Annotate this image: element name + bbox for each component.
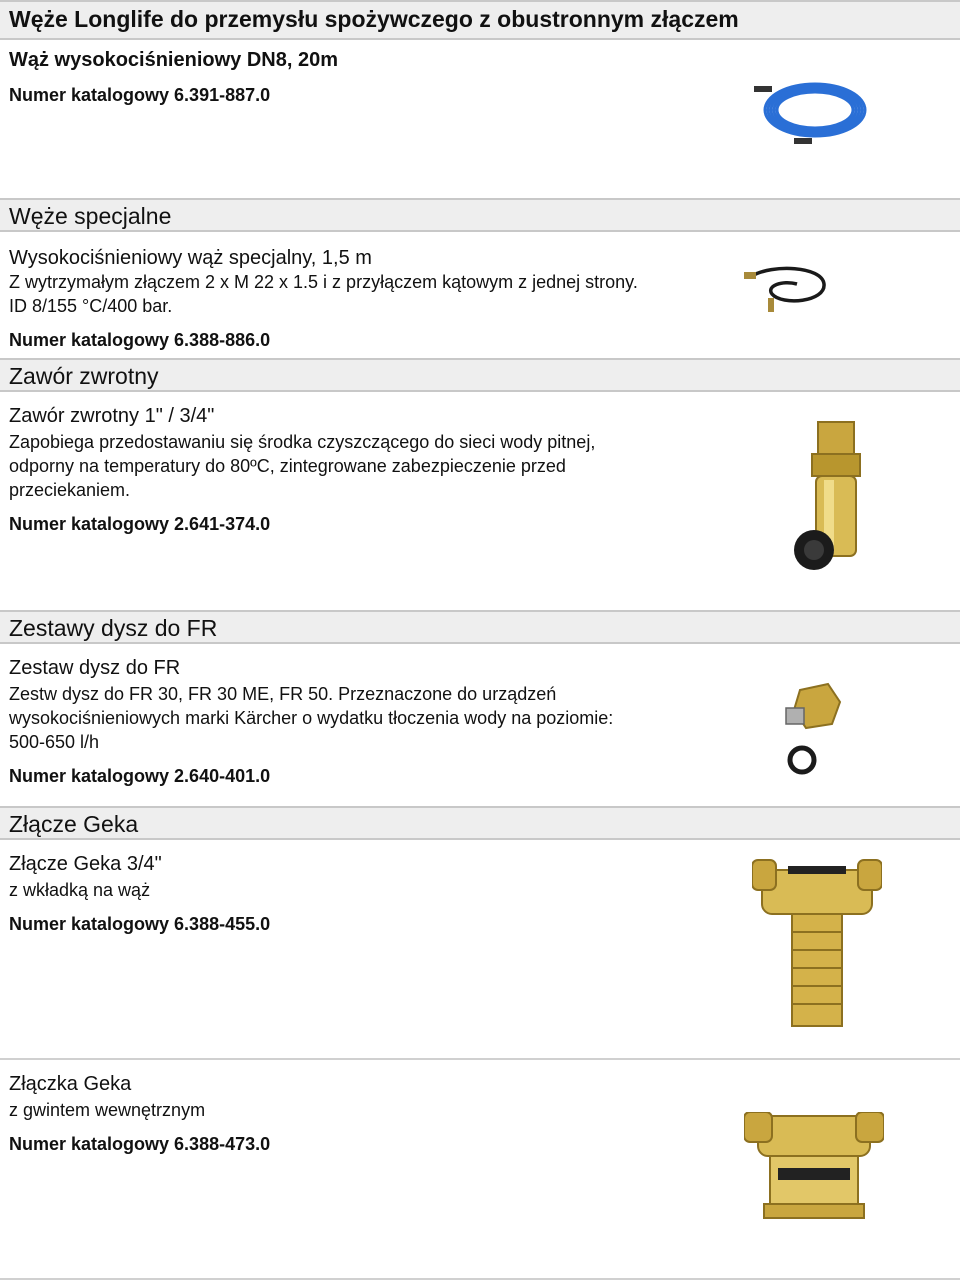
product-name: Wysokociśnieniowy wąż specjalny, 1,5 m [9, 247, 372, 269]
product-description-line: Zestw dysz do FR 30, FR 30 ME, FR 50. Przeznaczone do urządzeń [9, 684, 557, 704]
product-description-line: przeciekaniem. [9, 480, 131, 500]
catalog-number: Numer katalogowy 2.640-401.0 [9, 766, 271, 786]
product-name: Zawór zwrotny 1" / 3/4" [9, 405, 215, 427]
page-bottom-divider [0, 1278, 960, 1280]
product-description-line: 500-650 l/h [9, 732, 100, 752]
catalog-number: Numer katalogowy 2.641-374.0 [9, 514, 271, 534]
section-title: Zestawy dysz do FR [9, 615, 218, 641]
section-title: Złącze Geka [9, 811, 139, 837]
product-description-line: Z wytrzymałym złączem 2 x M 22 x 1.5 i z przyłączem kątowym z jednej strony. [9, 272, 638, 292]
product-name: Zestaw dysz do FR [9, 657, 181, 679]
page-title: Węże Longlife do przemysłu spożywczego z obustronnym złączem [9, 6, 739, 32]
section-title: Węże specjalne [9, 203, 172, 229]
section-title: Zawór zwrotny [9, 363, 159, 389]
black-hose-icon [742, 254, 832, 324]
product-description-line: Zapobiega przedostawaniu się środka czyszczącego do sieci wody pitnej, [9, 432, 596, 452]
product-description-line: z gwintem wewnętrznym [9, 1100, 206, 1120]
product-description-line: wysokociśnieniowych marki Kärcher o wydatku tłoczenia wody na poziomie: [9, 708, 614, 728]
product-name: Złącze Geka 3/4" [9, 853, 162, 875]
product-name: Złączka Geka [9, 1073, 132, 1095]
geka-threaded-coupling-icon [744, 1112, 884, 1222]
nozzle-set-icon [780, 680, 850, 780]
product-description-line: odporny na temperatury do 80ºC, zintegrowane zabezpieczenie przed [9, 456, 566, 476]
section-divider [0, 1058, 960, 1060]
geka-hose-coupling-icon [752, 852, 882, 1032]
product-description-line: z wkładką na wąż [9, 880, 151, 900]
section-band [0, 806, 960, 840]
catalog-number: Numer katalogowy 6.388-473.0 [9, 1134, 271, 1154]
catalog-number: Numer katalogowy 6.388-455.0 [9, 914, 271, 934]
brass-valve-icon [790, 420, 880, 580]
blue-hose-icon [750, 70, 880, 154]
product-name: Wąż wysokociśnieniowy DN8, 20m [9, 49, 338, 71]
catalog-number: Numer katalogowy 6.391-887.0 [9, 85, 271, 105]
product-description-line: ID 8/155 °C/400 bar. [9, 296, 173, 316]
catalog-number: Numer katalogowy 6.388-886.0 [9, 330, 271, 350]
